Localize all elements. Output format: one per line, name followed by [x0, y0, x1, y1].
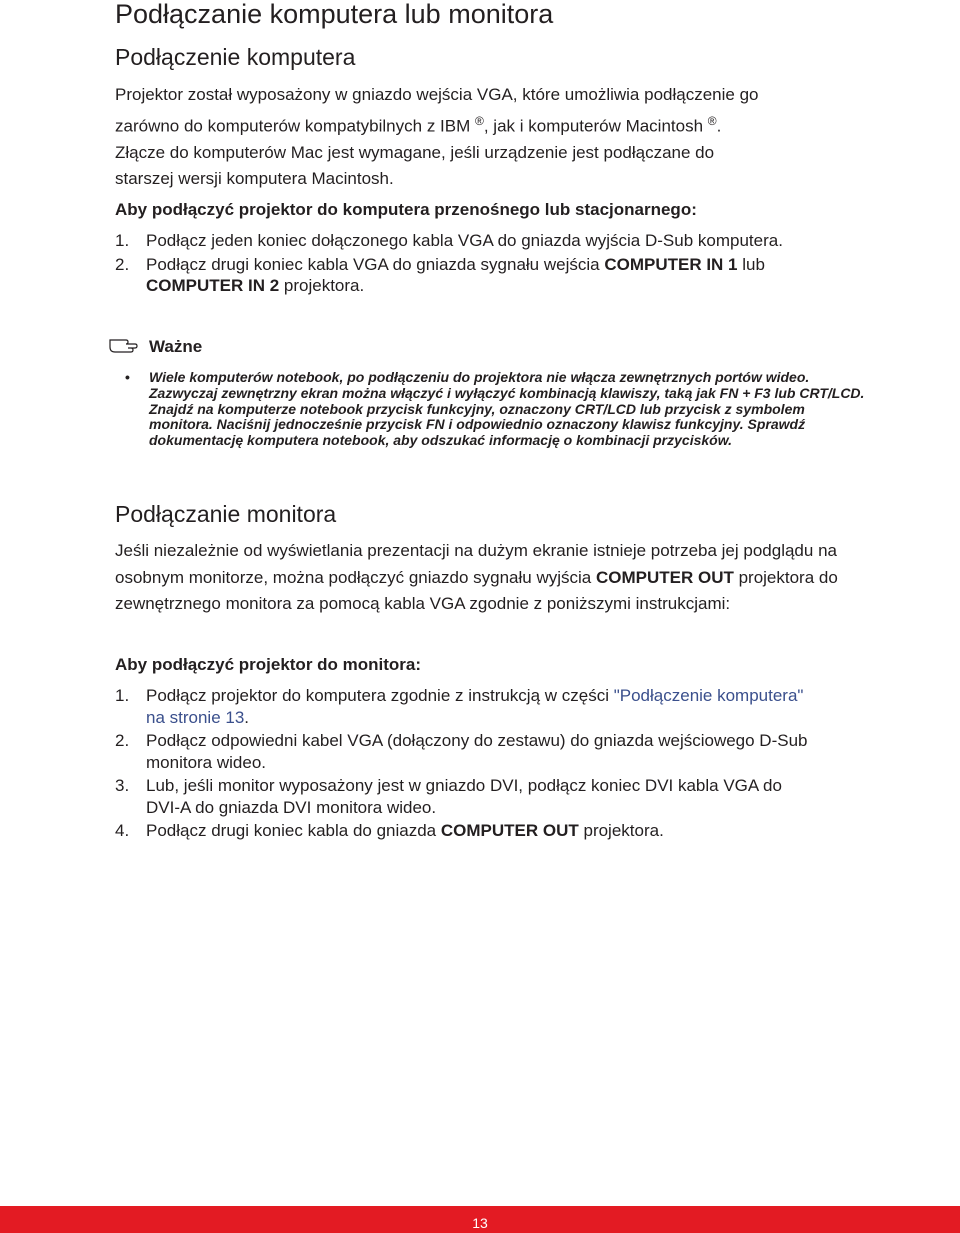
list-item: 1. Podłącz projektor do komputera zgodnie z instrukcją w części "Podłączenie komputera" na stronie 13.	[115, 686, 804, 727]
list-item: 1. Podłącz jeden koniec dołączonego kabla VGA do gniazda wyjścia D-Sub komputera.	[115, 231, 783, 250]
section-heading-computer: Podłączenie komputera	[115, 44, 356, 70]
section-heading-monitor: Podłączanie monitora	[115, 501, 337, 527]
note-bullet	[125, 369, 869, 449]
list-item: 3. Lub, jeśli monitor wyposażony jest w gniazdo DVI, podłącz koniec DVI kabla VGA do DVI-A do gniazda DVI monitora wideo.	[115, 776, 782, 817]
intro-line-1: Projektor został wyposażony w gniazdo wejścia VGA, które umożliwia podłączenie go	[115, 85, 759, 104]
page-title: Podłączanie komputera lub monitora	[115, 0, 554, 29]
intro-line-3: Złącze do komputerów Mac jest wymagane, jeśli urządzenie jest podłączane do	[115, 142, 715, 162]
bullet-dot-icon: •	[125, 369, 130, 385]
list-item: 2. Podłącz drugi koniec kabla VGA do gniazda sygnału wejścia COMPUTER IN 1 lub COMPUTER IN 2 projektora.	[115, 254, 765, 295]
monitor-steps-heading: Aby podłączyć projektor do monitora:	[115, 655, 422, 674]
note-label: Ważne	[149, 336, 203, 356]
monitor-steps-list	[115, 685, 820, 842]
pointing-hand-icon	[109, 334, 141, 359]
intro-line-2: zarówno do komputerów kompatybilnych z IBM ®, jak i komputerów Macintosh ®.	[115, 114, 722, 136]
intro-line-4: starszej wersji komputera Macintosh.	[115, 168, 394, 188]
list-item: 2. Podłącz odpowiedni kabel VGA (dołączony do zestawu) do gniazda wejściowego D-Sub monitora wideo.	[115, 731, 808, 772]
note-header	[109, 334, 202, 359]
computer-steps-list	[115, 230, 785, 297]
registered-mark: ®	[475, 114, 484, 128]
list-item: 4. Podłącz drugi koniec kabla do gniazda COMPUTER OUT projektora.	[115, 821, 664, 840]
cross-reference-link[interactable]: "Podłączenie komputera" na stronie 13	[146, 686, 804, 727]
computer-steps-heading: Aby podłączyć projektor do komputera przenośnego lub stacjonarnego:	[115, 200, 697, 219]
note-text: Wiele komputerów notebook, po podłączeniu do projektora nie włącza zewnętrznych portów wideo. Zazwyczaj zewnętrzny ekran można włączyć i wyłączyć kombinacją klawiszy, taką jak FN + F3 lub CRT/LCD. Znajdź na komputerze notebook przycisk funkcyjny, oznaczony CRT/LCD lub przycisk z symbolem monitora. Naciśnij jednocześnie przycisk FN i odpowiednio oznaczony klawisz funkcyjny. Sprawdź dokumentację komputera notebook, aby odszukać informację o kombinacji przycisków.	[149, 369, 865, 449]
footer-bar	[0, 1206, 960, 1233]
page-number: 13	[472, 1215, 488, 1231]
computer-intro	[115, 82, 850, 192]
monitor-intro: Jeśli niezależnie od wyświetlania prezentacji na dużym ekranie istnieje potrzeba jej podglądu na osobnym monitorze, można podłączyć gniazdo sygnału wyjścia COMPUTER OUT projektora do zewnętrznego monitora za pomocą kabla VGA zgodnie z poniższymi instrukcjami:	[115, 541, 838, 613]
